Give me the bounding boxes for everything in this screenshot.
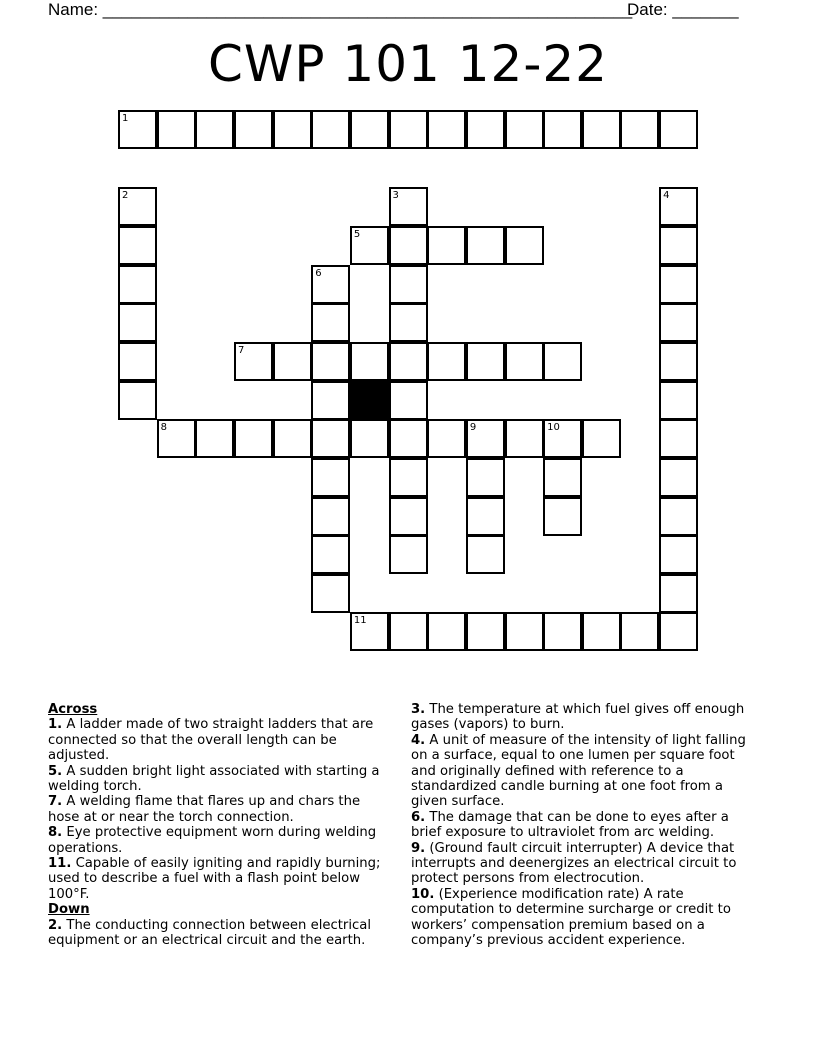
grid-cell[interactable] [350,342,389,381]
grid-cell[interactable] [389,381,428,420]
grid-cell[interactable] [273,419,312,458]
down-clue-list-continued [411,702,763,949]
grid-cell[interactable] [505,342,544,381]
grid-cell[interactable] [505,226,544,265]
grid-cell[interactable] [311,535,350,574]
grid-cell[interactable] [466,110,505,149]
grid-cell[interactable] [466,497,505,536]
grid-cell[interactable] [659,612,698,651]
grid-cell[interactable] [157,110,196,149]
grid-cell[interactable] [543,110,582,149]
grid-cell[interactable] [659,535,698,574]
clue-number-label: 9 [469,422,477,434]
clue-number: 4. [411,732,426,748]
across-clue [48,825,393,856]
grid-cell[interactable] [118,303,157,342]
grid-cell[interactable] [389,419,428,458]
grid-cell[interactable] [466,535,505,574]
grid-cell[interactable] [234,419,273,458]
grid-cell[interactable] [466,419,505,458]
grid-cell[interactable] [659,342,698,381]
across-clue-list [48,717,393,902]
grid-cell[interactable] [311,110,350,149]
clue-number-label: 8 [160,422,168,434]
grid-cell[interactable] [311,342,350,381]
grid-cell[interactable] [389,458,428,497]
grid-cell[interactable] [659,187,698,226]
grid-cell[interactable] [311,265,350,304]
grid-cell[interactable] [311,458,350,497]
clue-number-label: 1 [122,113,129,124]
clue-number-label: 11 [353,615,367,627]
grid-cell[interactable] [620,612,659,651]
clues-left-column [48,702,393,949]
grid-cell[interactable] [659,110,698,149]
clue-number: 3. [411,702,426,717]
grid-cell[interactable] [466,458,505,497]
clue-text: A welding flame that flares up and chars the hose at or near the torch connection. [48,794,361,825]
grid-cell[interactable] [389,342,428,381]
clue-text: Capable of easily igniting and rapidly burning; used to describe a fuel with a flash point below 100°F. [48,856,381,902]
grid-cell[interactable] [543,419,582,458]
grid-cell[interactable] [505,110,544,149]
clue-text: The temperature at which fuel gives off enough gases (vapors) to burn. [411,702,745,733]
grid-cell[interactable] [659,226,698,265]
clue-number: 2. [48,917,63,933]
grid-cell[interactable] [505,419,544,458]
grid-cell[interactable] [389,265,428,304]
grid-cell[interactable] [659,265,698,304]
across-heading: Across [48,702,98,717]
clue-number: 5. [48,763,63,779]
grid-cell[interactable] [659,458,698,497]
grid-cell[interactable] [582,612,621,651]
grid-cell[interactable] [234,110,273,149]
across-clue [48,764,393,795]
grid-cell[interactable] [389,226,428,265]
clue-number-label: 2 [122,190,129,202]
clues-right-column [411,702,763,949]
clue-text: Eye protective equipment worn during welding operations. [48,825,377,856]
grid-cell[interactable] [118,342,157,381]
grid-cell[interactable] [466,342,505,381]
grid-cell[interactable] [195,419,234,458]
grid-cell[interactable] [659,303,698,342]
grid-cell[interactable] [543,497,582,536]
grid-cell[interactable] [466,226,505,265]
date-field-label: Date: _______ [627,0,739,19]
grid-cell[interactable] [427,342,466,381]
grid-cell[interactable] [234,342,273,381]
grid-cell[interactable] [659,381,698,420]
clue-number-label: 4 [663,190,670,202]
grid-cell[interactable] [427,419,466,458]
grid-cell[interactable] [311,381,350,420]
grid-cell[interactable] [273,110,312,149]
puzzle-title: CWP 101 12-22 [207,35,608,93]
grid-cell[interactable] [389,110,428,149]
down-clue [411,887,763,949]
black-cell [350,381,389,420]
grid-cell[interactable] [427,110,466,149]
down-heading: Down [48,902,90,918]
grid-cell[interactable] [195,110,234,149]
grid-cell[interactable] [582,110,621,149]
grid-cell[interactable] [118,110,157,149]
down-clue [48,918,393,949]
grid-cell[interactable] [350,226,389,265]
across-clue [48,717,393,763]
clue-number: 7. [48,794,63,810]
clue-text: (Ground fault circuit interrupter) A device that interrupts and deenergizes an electrical circuit to protect persons from electrocution. [411,840,737,887]
grid-cell[interactable] [118,187,157,226]
clue-text: (Experience modification rate) A rate computation to determine surcharge or credit to workers’ compensation premium based on a company’s previous accident experience. [411,886,731,949]
grid-cell[interactable] [350,612,389,651]
clue-number: 10. [411,886,435,902]
grid-cell[interactable] [311,497,350,536]
grid-cell[interactable] [118,381,157,420]
clue-number: 6. [411,809,426,825]
grid-cell[interactable] [659,497,698,536]
grid-cell[interactable] [118,226,157,265]
clue-number: 11. [48,856,72,872]
grid-cell[interactable] [659,574,698,613]
clue-number: 8. [48,825,63,841]
clue-number: 9. [411,840,426,856]
clue-number-label: 6 [315,267,322,279]
grid-cell[interactable] [582,419,621,458]
down-clue [411,810,763,841]
grid-cell[interactable] [466,612,505,651]
clue-text: The conducting connection between electrical equipment or an electrical circuit and the earth. [48,917,371,949]
grid-cell[interactable] [350,419,389,458]
grid-cell[interactable] [389,187,428,226]
grid-cell[interactable] [427,226,466,265]
clue-number-label: 3 [392,190,399,202]
grid-cell[interactable] [543,612,582,651]
grid-cell[interactable] [427,612,466,651]
clue-text: A unit of measure of the intensity of light falling on a surface, equal to one lumen per square foot and originally defined with reference to a standardized candle burning at one foot from a given surface. [411,732,746,810]
grid-cell[interactable] [118,265,157,304]
name-field-label: Name: ________________________________________________________ [48,0,633,19]
grid-cell[interactable] [311,303,350,342]
grid-cell[interactable] [543,342,582,381]
clue-number: 1. [48,717,63,733]
across-clue [48,794,393,825]
clue-text: A ladder made of two straight ladders that are connected so that the overall length can be adjusted. [48,717,374,764]
grid-cell[interactable] [389,612,428,651]
clue-number-label: 10 [547,422,560,434]
grid-cell[interactable] [311,419,350,458]
down-clue [411,702,763,733]
down-clue [411,733,763,810]
clue-number-label: 7 [237,344,245,356]
clue-text: The damage that can be done to eyes after a brief exposure to ultraviolet from arc welding. [411,809,729,841]
down-clue-list [48,918,393,949]
grid-cell[interactable] [659,419,698,458]
down-clue [411,841,763,887]
grid-cell[interactable] [311,574,350,613]
grid-cell[interactable] [350,110,389,149]
grid-cell[interactable] [273,342,312,381]
grid-cell[interactable] [389,535,428,574]
grid-cell[interactable] [505,612,544,651]
grid-cell[interactable] [543,458,582,497]
across-clue [48,856,393,902]
clue-text: A sudden bright light associated with starting a welding torch. [48,763,380,795]
grid-cell[interactable] [620,110,659,149]
grid-cell[interactable] [389,303,428,342]
grid-cell[interactable] [157,419,196,458]
clue-number-label: 5 [353,228,361,240]
grid-cell[interactable] [389,497,428,536]
